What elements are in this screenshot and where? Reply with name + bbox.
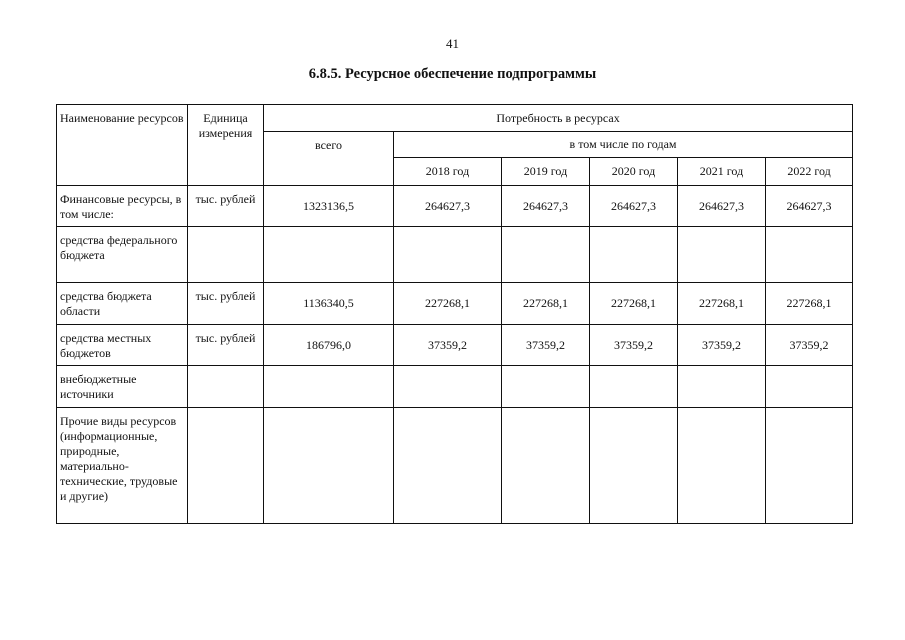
table-row (57, 186, 853, 227)
table-row (57, 325, 853, 366)
row-year-value: 227268,1 (502, 283, 590, 325)
row-year-value (502, 227, 590, 283)
row-year-value (502, 408, 590, 524)
row-year-value: 37359,2 (502, 325, 590, 366)
row-year-value (394, 366, 502, 408)
row-total: 186796,0 (264, 325, 394, 366)
row-year-value: 37359,2 (766, 325, 853, 366)
row-unit: тыс. рублей (188, 283, 264, 325)
header-year: 2018 год (394, 158, 502, 186)
row-year-value: 37359,2 (678, 325, 766, 366)
row-unit (188, 227, 264, 283)
row-year-value (394, 227, 502, 283)
header-year: 2021 год (678, 158, 766, 186)
row-year-value (590, 366, 678, 408)
page-number: 41 (446, 36, 459, 51)
header-total: всего (264, 132, 394, 186)
row-unit (188, 408, 264, 524)
row-name: средства бюджета области (57, 283, 188, 325)
header-unit: Единица измерения (188, 105, 264, 186)
row-year-value: 227268,1 (394, 283, 502, 325)
row-total: 1136340,5 (264, 283, 394, 325)
row-year-value (678, 408, 766, 524)
row-year-value (766, 227, 853, 283)
resource-table (56, 104, 853, 524)
row-year-value: 37359,2 (394, 325, 502, 366)
row-unit (188, 366, 264, 408)
row-year-value: 227268,1 (766, 283, 853, 325)
row-year-value (766, 366, 853, 408)
row-year-value: 264627,3 (766, 186, 853, 227)
row-year-value: 264627,3 (678, 186, 766, 227)
section-title: 6.8.5. Ресурсное обеспечение подпрограммы (308, 66, 597, 82)
row-year-value: 227268,1 (590, 283, 678, 325)
header-year: 2020 год (590, 158, 678, 186)
row-total: 1323136,5 (264, 186, 394, 227)
table-row (57, 283, 853, 325)
row-year-value: 227268,1 (678, 283, 766, 325)
row-year-value (678, 366, 766, 408)
header-year: 2019 год (502, 158, 590, 186)
row-unit: тыс. рублей (188, 186, 264, 227)
row-name: средства местных бюджетов (57, 325, 188, 366)
row-total (264, 366, 394, 408)
row-year-value: 264627,3 (590, 186, 678, 227)
row-name: Прочие виды ресурсов (информационные, природные, материально-технические, трудовые и другие) (57, 408, 188, 524)
row-year-value (678, 227, 766, 283)
table-row (57, 227, 853, 283)
row-year-value: 264627,3 (502, 186, 590, 227)
row-total (264, 408, 394, 524)
header-name: Наименование ресурсов (57, 105, 188, 186)
row-year-value (502, 366, 590, 408)
row-year-value: 37359,2 (590, 325, 678, 366)
row-name: средства федерального бюджета (57, 227, 188, 283)
header-needs: Потребность в ресурсах (264, 105, 853, 132)
row-year-value (394, 408, 502, 524)
row-unit: тыс. рублей (188, 325, 264, 366)
row-year-value (766, 408, 853, 524)
row-total (264, 227, 394, 283)
row-year-value (590, 408, 678, 524)
row-name: Финансовые ресурсы, в том числе: (57, 186, 188, 227)
table-row (57, 366, 853, 408)
header-by-years: в том числе по годам (394, 132, 853, 158)
row-name: внебюджетные источники (57, 366, 188, 408)
header-row-1 (57, 105, 853, 132)
header-year: 2022 год (766, 158, 853, 186)
row-year-value: 264627,3 (394, 186, 502, 227)
table-row (57, 408, 853, 524)
row-year-value (590, 227, 678, 283)
